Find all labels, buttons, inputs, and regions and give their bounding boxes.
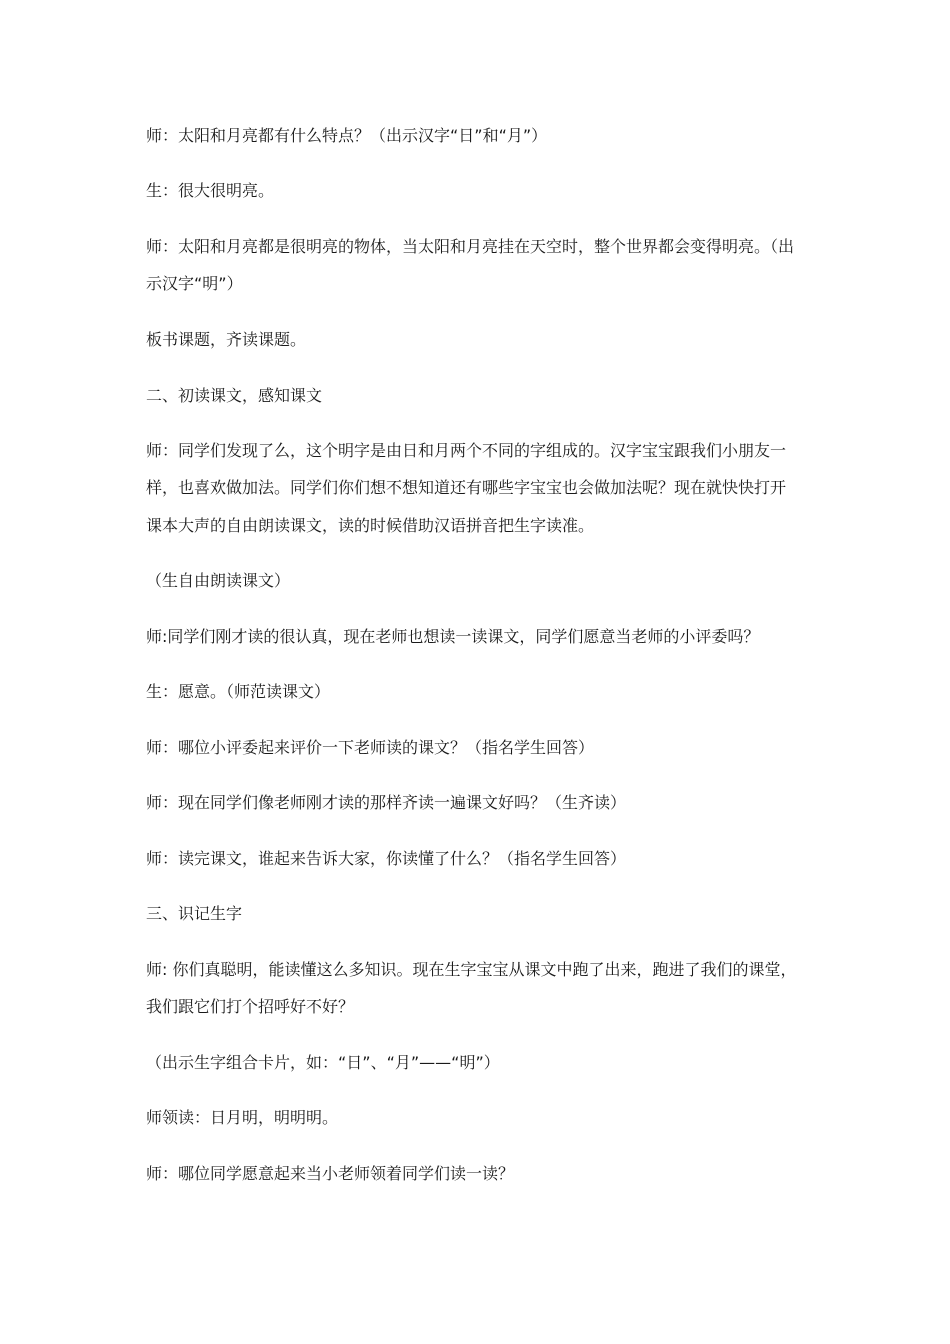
paragraph-line: 师：读完课文，谁起来告诉大家，你读懂了什么？（指名学生回答） xyxy=(146,849,627,868)
paragraph-line: 师：哪位同学愿意起来当小老师领着同学们读一读？ xyxy=(146,1164,515,1183)
paragraph-line: （生自由朗读课文） xyxy=(146,571,291,590)
paragraph-line: 师：同学们发现了么，这个明字是由日和月两个不同的字组成的。汉字宝宝跟我们小朋友一 xyxy=(146,441,787,460)
paragraph-line: 师：太阳和月亮都是很明亮的物体，当太阳和月亮挂在天空时，整个世界都会变得明亮。（出 xyxy=(146,237,795,256)
paragraph-line: （出示生字组合卡片，如：“日”、“月”——“明”） xyxy=(146,1053,500,1072)
paragraph-line: 师：哪位小评委起来评价一下老师读的课文？（指名学生回答） xyxy=(146,738,595,757)
paragraph-line: 板书课题，齐读课题。 xyxy=(146,330,307,349)
paragraph-line: 生：很大很明亮。 xyxy=(146,181,275,200)
paragraph-line: 师：现在同学们像老师刚才读的那样齐读一遍课文好吗？（生齐读） xyxy=(146,793,627,812)
section-heading: 三、识记生字 xyxy=(146,904,243,923)
paragraph-line: 我们跟它们打个招呼好不好？ xyxy=(146,997,355,1016)
paragraph-line: 师: 你们真聪明，能读懂这么多知识。现在生字宝宝从课文中跑了出来，跑进了我们的课堂， xyxy=(146,960,797,979)
paragraph-line: 生：愿意。（师范读课文） xyxy=(146,682,331,701)
paragraph-line: 样，也喜欢做加法。同学们你们想不想知道还有哪些字宝宝也会做加法呢？现在就快快打开 xyxy=(146,478,787,497)
paragraph-line: 师领读：日月明，明明明。 xyxy=(146,1108,339,1127)
section-heading: 二、初读课文，感知课文 xyxy=(146,386,323,405)
paragraph-line: 师:同学们刚才读的很认真，现在老师也想读一读课文，同学们愿意当老师的小评委吗？ xyxy=(146,627,760,646)
paragraph-line: 课本大声的自由朗读课文，读的时候借助汉语拼音把生字读准。 xyxy=(146,516,595,535)
paragraph-line: 师：太阳和月亮都有什么特点？（出示汉字“日”和“月”） xyxy=(146,126,548,145)
paragraph-line: 示汉字“明”） xyxy=(146,274,243,293)
